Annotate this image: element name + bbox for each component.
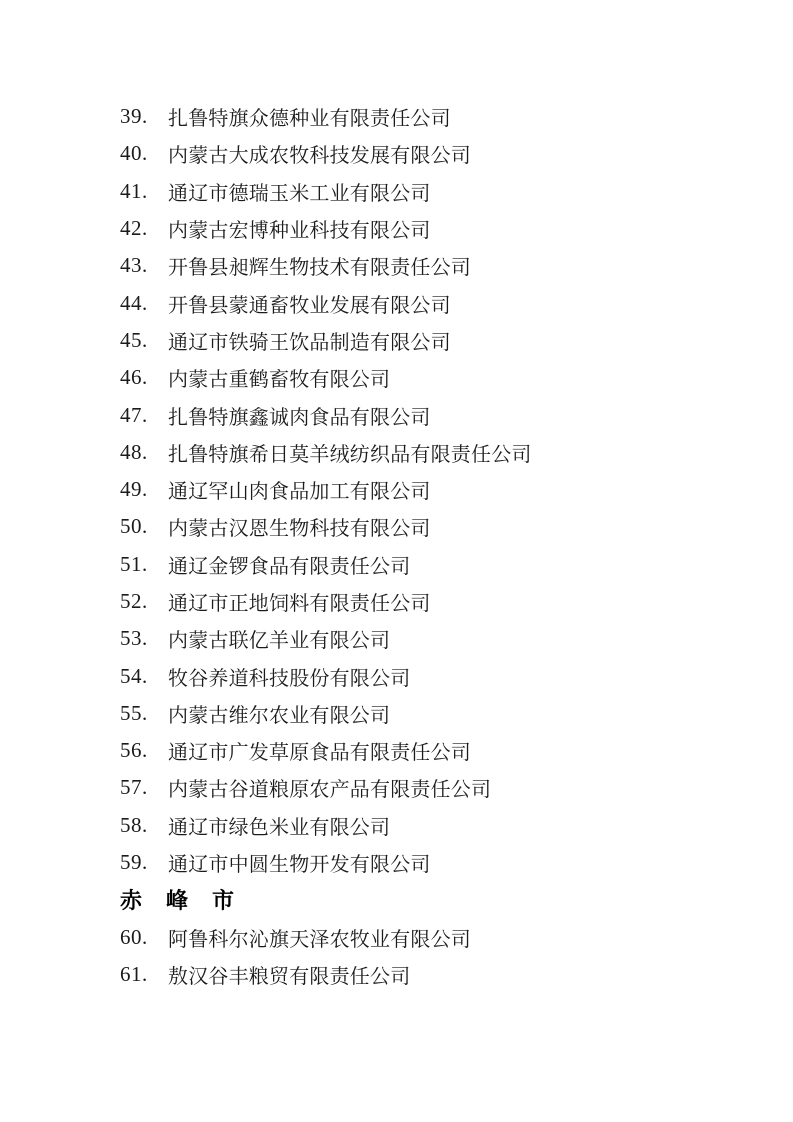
list-item [120, 396, 753, 433]
item-number: 48. [120, 439, 148, 464]
company-name: 敖汉谷丰粮贸有限责任公司 [168, 965, 411, 988]
list-item [120, 434, 753, 471]
list-item [120, 359, 753, 396]
company-name: 内蒙古联亿羊业有限公司 [168, 630, 391, 653]
list-item [120, 247, 753, 284]
list-item [120, 135, 753, 172]
list-item [120, 98, 753, 135]
company-name: 开鲁县昶辉生物技术有限责任公司 [168, 257, 471, 280]
item-number: 40. [120, 141, 148, 166]
item-number: 52. [120, 589, 148, 613]
company-name: 内蒙古汉恩生物科技有限公司 [168, 518, 431, 541]
item-number: 47. [120, 402, 148, 427]
company-name: 牧谷养道科技股份有限公司 [168, 667, 411, 690]
company-name: 内蒙古宏博种业科技有限公司 [168, 220, 431, 243]
item-number: 44. [120, 290, 148, 315]
company-name: 通辽罕山肉食品加工有限公司 [168, 481, 431, 504]
item-number: 53. [120, 626, 148, 651]
list-item [120, 546, 753, 583]
company-name: 内蒙古维尔农业有限公司 [168, 704, 391, 727]
item-number: 39. [120, 104, 148, 129]
company-name: 通辽市德瑞玉米工业有限公司 [168, 182, 431, 205]
item-number: 45. [120, 327, 148, 352]
list-item [120, 284, 753, 321]
list-item [120, 508, 753, 545]
company-name: 扎鲁特旗众德种业有限责任公司 [168, 108, 451, 131]
item-number: 51. [120, 551, 148, 576]
list-item [120, 583, 753, 620]
company-name: 通辽市绿色米业有限公司 [168, 816, 391, 839]
item-number: 56. [120, 738, 148, 763]
company-name: 扎鲁特旗鑫诚肉食品有限公司 [168, 406, 431, 429]
item-number: 59. [120, 850, 148, 875]
list-item [120, 919, 753, 956]
item-number: 58. [120, 812, 148, 837]
company-name: 通辽金锣食品有限责任公司 [168, 555, 411, 578]
company-list [120, 98, 753, 993]
city-header-label: 赤 峰 市 [120, 888, 236, 914]
list-item [120, 322, 753, 359]
item-number: 49. [120, 477, 148, 502]
company-name: 通辽市广发草原食品有限责任公司 [168, 742, 471, 765]
list-item [120, 732, 753, 769]
item-number: 61. [120, 961, 148, 986]
company-name: 内蒙古谷道粮原农产品有限责任公司 [168, 779, 492, 802]
item-number: 60. [120, 924, 148, 949]
company-name: 内蒙古重鹤畜牧有限公司 [168, 369, 391, 392]
item-number: 41. [120, 178, 148, 203]
item-number: 42. [120, 216, 148, 241]
city-section-header [120, 881, 753, 918]
item-number: 54. [120, 663, 148, 688]
item-number: 46. [120, 365, 148, 390]
list-item [120, 657, 753, 694]
company-name: 阿鲁科尔沁旗天泽农牧业有限公司 [168, 928, 471, 951]
company-name: 通辽市正地饲料有限责任公司 [168, 593, 431, 615]
list-item [120, 210, 753, 247]
list-item [120, 471, 753, 508]
list-item [120, 956, 753, 993]
company-name: 通辽市铁骑王饮品制造有限公司 [168, 331, 451, 354]
list-item [120, 620, 753, 657]
item-number: 55. [120, 700, 148, 725]
list-item [120, 173, 753, 210]
company-name: 扎鲁特旗希日莫羊绒纺织品有限责任公司 [168, 443, 532, 466]
list-item [120, 695, 753, 732]
company-name: 内蒙古大成农牧科技发展有限公司 [168, 145, 471, 168]
item-number: 57. [120, 775, 148, 800]
item-number: 43. [120, 253, 148, 278]
list-item [120, 769, 753, 806]
company-name: 开鲁县蒙通畜牧业发展有限公司 [168, 294, 451, 317]
company-name: 通辽市中圆生物开发有限公司 [168, 854, 431, 877]
item-number: 50. [120, 514, 148, 539]
list-item [120, 844, 753, 881]
list-item [120, 807, 753, 844]
